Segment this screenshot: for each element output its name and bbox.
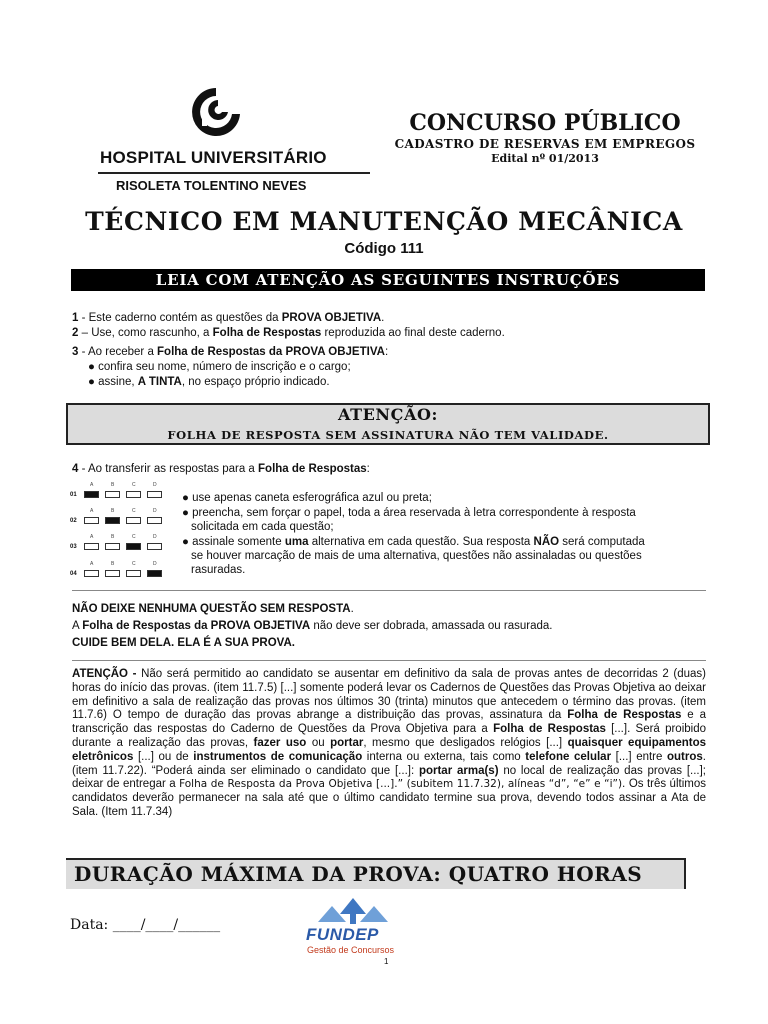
omr-letter: A: [90, 482, 94, 488]
omr-letter: B: [111, 482, 115, 488]
para-text: [...]. Será proibido durante a realização das provas,: [72, 723, 706, 749]
item4-bullet-1: ● use apenas caneta esferográfica azul ou preta;: [182, 492, 432, 504]
omr-bubble: [147, 543, 162, 550]
exam-title: TÉCNICO EM MANUTENÇÃO MECÂNICA: [85, 207, 683, 236]
omr-bubble: [126, 570, 141, 577]
instruction-1-text: - Este caderno contém as questões da: [78, 312, 282, 324]
contest-title: CONCURSO PÚBLICO: [409, 110, 681, 136]
para-text: [...] ou de: [133, 750, 194, 763]
omr-letter: A: [90, 508, 94, 514]
omr-bubble: [147, 491, 162, 498]
omr-letter: A: [90, 534, 94, 540]
care-line-2-end: não deve ser dobrada, amassada ou rasurada.: [310, 620, 553, 632]
omr-letter: D: [153, 508, 157, 514]
instruction-2-bold: Folha de Respostas: [212, 327, 322, 339]
omr-bubble-filled: [126, 543, 141, 550]
instructions-banner: LEIA COM ATENÇÃO AS SEGUINTES INSTRUÇÕES: [71, 269, 705, 291]
omr-letter: C: [132, 482, 136, 488]
item4-bullet-3a: [182, 535, 712, 549]
para-text: interna ou externa, tais como: [362, 750, 526, 763]
item4-bullet-3b: se houver marcação de mais de uma alternativa, questões não assinaladas ou questões: [191, 550, 642, 562]
para-bold: quaisquer equipamentos eletrônicos: [72, 736, 707, 763]
attention-title: ATENÇÃO:: [337, 405, 439, 424]
omr-letter: D: [153, 482, 157, 488]
omr-bubble: [84, 517, 99, 524]
omr-letter: B: [111, 561, 115, 567]
instruction-4-end: :: [366, 463, 370, 475]
bullet-3a-mid: alternativa em cada questão. Sua resposta: [308, 536, 534, 548]
hospital-name: HOSPITAL UNIVERSITÁRIO: [100, 148, 327, 167]
para-text: e a transcrição das respostas do Caderno de Questões da Prova Objetiva para a: [72, 709, 707, 736]
instruction-3-number: 3: [72, 346, 79, 358]
fundep-logo-icon: [312, 896, 394, 926]
care-line-3: CUIDE BEM DELA. ELA É A SUA PROVA.: [72, 637, 295, 649]
para-bold: portar: [330, 736, 364, 749]
omr-letter: B: [111, 534, 115, 540]
attention-subtitle: FOLHA DE RESPOSTA SEM ASSINATURA NÃO TEM VALIDADE.: [167, 428, 609, 442]
instruction-1-end: .: [381, 312, 385, 324]
instruction-3-text: - Ao receber a: [78, 346, 158, 358]
para-text: Os três últimos candidatos deverão permanecer na sala até que o último candidato termine sua prova, devendo todos assinar a Ata de Sala. (Item 11.7.34): [72, 778, 706, 818]
omr-bubble: [105, 491, 120, 498]
para-bold: fazer uso: [253, 736, 307, 749]
care-line-2: [72, 619, 712, 633]
item4-bullet-2a: ● preencha, sem forçar o papel, toda a área reservada à letra correspondente à resposta: [182, 507, 636, 519]
care-line-2-text: A: [72, 620, 83, 632]
hospital-subtitle: RISOLETA TOLENTINO NEVES: [116, 178, 307, 193]
omr-question-number: 04: [70, 571, 77, 577]
bullet-3a-end: será computada: [559, 536, 645, 548]
edital-number: Edital nº 01/2013: [491, 152, 599, 165]
bullet-2-bold: A TINTA: [137, 376, 182, 388]
omr-question-number: 01: [70, 492, 77, 498]
instruction-4: [72, 462, 712, 476]
contest-subtitle: CADASTRO DE RESERVAS EM EMPREGOS: [394, 137, 696, 151]
omr-bubble: [105, 543, 120, 550]
exam-code: Código 111: [344, 240, 424, 257]
instruction-1: [72, 311, 712, 325]
omr-question-number: 02: [70, 518, 77, 524]
instruction-2-end: reproduzida ao final deste caderno.: [321, 327, 505, 339]
duration-text: DURAÇÃO MÁXIMA DA PROVA: QUATRO HORAS: [74, 862, 643, 886]
omr-question-number: 03: [70, 544, 77, 550]
para-text: ou: [306, 736, 331, 749]
hospital-divider: [98, 172, 370, 174]
care-line-1: [72, 602, 712, 616]
omr-bubble: [147, 517, 162, 524]
omr-letter: C: [132, 508, 136, 514]
omr-bubble: [84, 543, 99, 550]
bullet-2-text: ● assine,: [88, 376, 138, 388]
instruction-1-bold: PROVA OBJETIVA: [281, 312, 382, 324]
care-line-2-bold: Folha de Respostas da PROVA OBJETIVA: [82, 620, 311, 632]
omr-bubble: [126, 517, 141, 524]
para-narrow-text: Folha de Resposta da Prova Objetiva [...].” (subitem 11.7.32), alíneas “d”, “e” e “i”).: [179, 778, 626, 791]
omr-bubble: [84, 570, 99, 577]
para-bold: telefone celular: [525, 750, 612, 763]
para-bold: outros: [667, 750, 703, 763]
para-bold: Folha de Respostas: [493, 723, 606, 736]
omr-bubble-filled: [105, 517, 120, 524]
instruction-2: [72, 326, 712, 340]
omr-letter: B: [111, 508, 115, 514]
para-bold: Folha de Respostas: [567, 709, 682, 722]
para-attention-label: ATENÇÃO -: [72, 668, 137, 680]
para-text: Não será permitido ao candidato se ausentar em definitivo da sala de provas antes de decorridas 2 (duas) horas do início das provas. (item 11.7.5) [...] somente poderá levar os Cadernos de Questões das Provas Objetiva ao deixar em definitivo a sala de realização das provas nos últimos 30 (trinta) minutos que antecedem o término das provas. (item 11.7.6) O tempo de duração das provas abrange a distribuição das provas, assinatura da: [72, 668, 706, 722]
care-line-1-bold: NÃO DEIXE NENHUMA QUESTÃO SEM RESPOSTA: [72, 603, 351, 615]
date-field: Data: ____/____/______: [70, 917, 221, 933]
divider-2: [72, 660, 706, 661]
omr-row: [70, 481, 170, 505]
bullet-3a-bold-1: uma: [284, 536, 309, 548]
para-bold: instrumentos de comunicação: [193, 750, 363, 763]
fundep-name: FUNDEP: [306, 925, 379, 944]
hospital-logo-icon: [188, 84, 244, 140]
page-number: 1: [384, 957, 389, 966]
omr-letter: D: [153, 534, 157, 540]
instruction-2-text: – Use, como rascunho, a: [78, 327, 213, 339]
divider-1: [72, 590, 706, 591]
omr-bubble: [126, 491, 141, 498]
omr-bubble-filled: [84, 491, 99, 498]
omr-letter: C: [132, 534, 136, 540]
instruction-3-bullet-2: [88, 375, 708, 389]
para-text: [...] entre: [611, 750, 667, 763]
omr-row: [70, 507, 170, 531]
bullet-3a-text: ● assinale somente: [182, 536, 285, 548]
para-text: , mesmo que desligados relógios [...]: [363, 736, 568, 749]
attention-paragraph: [72, 668, 706, 820]
omr-bubble: [105, 570, 120, 577]
omr-letter: A: [90, 561, 94, 567]
instruction-3: [72, 345, 712, 359]
omr-letter: D: [153, 561, 157, 567]
instruction-4-bold: Folha de Respostas: [258, 463, 367, 475]
item4-bullet-3c: rasuradas.: [191, 564, 246, 576]
bullet-3a-bold-2: NÃO: [533, 536, 560, 548]
para-bold: portar arma(s): [418, 764, 499, 777]
fundep-subtitle: Gestão de Concursos: [307, 945, 395, 955]
omr-row: [70, 533, 170, 557]
care-line-1-end: .: [350, 603, 354, 615]
instruction-4-number: 4: [72, 463, 79, 475]
omr-letter: C: [132, 561, 136, 567]
instruction-3-end: :: [384, 346, 389, 358]
instruction-4-text: - Ao transferir as respostas para a: [78, 463, 259, 475]
instruction-1-number: 1: [72, 312, 79, 324]
bullet-2-end: , no espaço próprio indicado.: [181, 376, 330, 388]
omr-row: [70, 560, 170, 584]
para-text: no local de realização das provas [...]; deixar de entregar a: [72, 764, 706, 791]
instruction-3-bold: Folha de Respostas da PROVA OBJETIVA: [157, 346, 385, 358]
para-text: . (item 11.7.22). “Poderá ainda ser eliminado o candidato que [...]:: [72, 750, 706, 777]
instruction-3-bullet-1: ● confira seu nome, número de inscrição e o cargo;: [88, 361, 351, 373]
omr-bubble-filled: [147, 570, 162, 577]
item4-bullet-2b: solicitada em cada questão;: [191, 521, 334, 533]
instruction-2-number: 2: [72, 327, 79, 339]
